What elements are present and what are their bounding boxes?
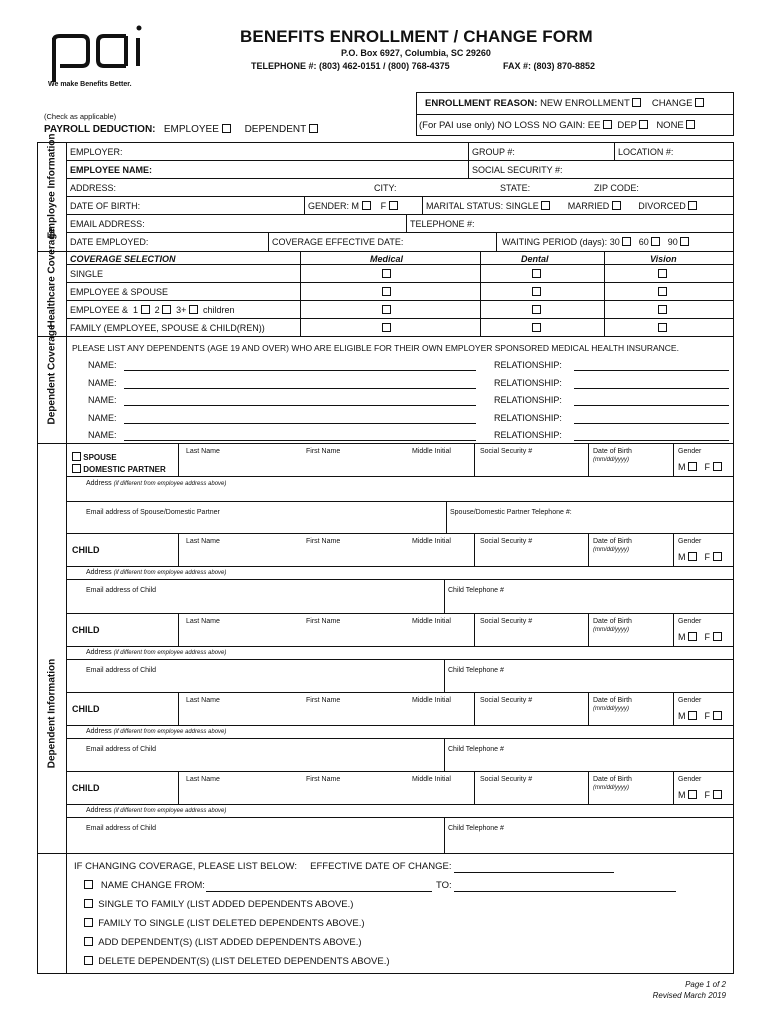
- dep-gender-f-label: F: [704, 711, 711, 721]
- depcov-relationship-label: RELATIONSHIP:: [494, 395, 562, 405]
- cov-spouse-label: EMPLOYEE & SPOUSE: [70, 287, 169, 297]
- child-1-label: 1: [133, 305, 139, 315]
- depcov-relationship-line[interactable]: [574, 388, 729, 389]
- depcov-instruction: PLEASE LIST ANY DEPENDENTS (AGE 19 AND OVER) WHO ARE ELIGIBLE FOR THEIR OWN EMPLOYER SPONSORED MEDICAL HEALTH INSURANCE.: [72, 343, 679, 353]
- family-vision-checkbox[interactable]: [658, 323, 667, 332]
- dep-checkbox[interactable]: [639, 120, 648, 129]
- depcov-relationship-label: RELATIONSHIP:: [494, 430, 562, 440]
- single-medical-checkbox[interactable]: [382, 269, 391, 278]
- depcov-relationship-line[interactable]: [574, 440, 729, 441]
- pai-logo: [48, 24, 158, 90]
- city-label: CITY:: [374, 183, 397, 193]
- dep-dob-format: (mm/dd/yyyy): [593, 706, 629, 712]
- dep-phone-label: Child Telephone #: [448, 667, 504, 674]
- reason-new-label: NEW ENROLLMENT: [540, 98, 630, 109]
- spouse-checkbox[interactable]: [72, 452, 81, 461]
- ee-label: EE: [587, 120, 601, 131]
- dep-address-label: Address: [86, 807, 112, 814]
- name-to-label: TO:: [436, 880, 452, 891]
- spouse-label: SPOUSE: [83, 453, 117, 462]
- employee-info-side-label: Employee Information: [46, 133, 58, 239]
- spouse-block: [66, 444, 733, 534]
- name-from-line[interactable]: [206, 891, 432, 892]
- children-label: children: [202, 305, 235, 315]
- enrollment-reason-box: [416, 92, 734, 136]
- date-employed-label: DATE EMPLOYED:: [70, 237, 149, 247]
- dep-email-label: Email address of Child: [86, 825, 157, 832]
- dep-label: DEP: [617, 120, 637, 131]
- spouse-vision-checkbox[interactable]: [658, 287, 667, 296]
- family-medical-checkbox[interactable]: [382, 323, 391, 332]
- reason-label: ENROLLMENT REASON:: [425, 98, 538, 109]
- last-name-label: Last Name: [186, 618, 220, 625]
- child-block: [66, 693, 733, 772]
- dep-gender-m-checkbox[interactable]: [688, 711, 697, 720]
- changes-effective-label: EFFECTIVE DATE OF CHANGE:: [310, 861, 452, 872]
- dep-gender-f-label: F: [704, 462, 711, 472]
- waiting-60-label: 60: [638, 237, 649, 247]
- last-name-label: Last Name: [186, 538, 220, 545]
- domestic-partner-label: DOMESTIC PARTNER: [83, 465, 166, 474]
- reason-change-label: CHANGE: [651, 98, 693, 109]
- name-to-line[interactable]: [454, 891, 676, 892]
- first-name-label: First Name: [306, 538, 341, 545]
- gender-f-checkbox[interactable]: [389, 201, 398, 210]
- group-label: GROUP #:: [472, 147, 515, 157]
- cov-family-label: FAMILY (EMPLOYEE, SPOUSE & CHILD(REN)): [70, 323, 265, 333]
- dep-gender-label: Gender: [678, 618, 702, 625]
- waiting-30-label: 30: [609, 237, 620, 247]
- depcov-name-line[interactable]: [124, 440, 476, 441]
- delete-dep-checkbox[interactable]: [84, 956, 93, 965]
- dep-dob-format: (mm/dd/yyyy): [593, 785, 629, 791]
- vision-header: Vision: [650, 254, 677, 264]
- waiting-60-checkbox[interactable]: [651, 237, 660, 246]
- cov-single-label: SINGLE: [70, 269, 104, 279]
- dep-gender-m-label: M: [678, 462, 686, 472]
- dependent-coverage-side-label: Dependent Coverage: [46, 324, 58, 425]
- none-checkbox[interactable]: [686, 120, 695, 129]
- child-block: [66, 772, 733, 854]
- child-label: CHILD: [72, 783, 100, 793]
- family-dental-checkbox[interactable]: [532, 323, 541, 332]
- dental-header: Dental: [521, 254, 549, 264]
- waiting-90-label: 90: [667, 237, 678, 247]
- dep-gender-f-label: F: [704, 552, 711, 562]
- dependent-info-side-label: Dependent Information: [46, 658, 58, 769]
- depcov-name-label: NAME:: [88, 430, 117, 440]
- dep-ssn-label: Social Security #: [480, 618, 533, 625]
- dep-gender-f-checkbox[interactable]: [713, 632, 722, 641]
- first-name-label: First Name: [306, 618, 341, 625]
- dep-gender-f-checkbox[interactable]: [713, 790, 722, 799]
- address-label: ADDRESS:: [70, 183, 117, 193]
- dep-ssn-label: Social Security #: [480, 697, 533, 704]
- single-checkbox[interactable]: [541, 201, 550, 210]
- gender-m-checkbox[interactable]: [362, 201, 371, 210]
- single-label: SINGLE: [505, 201, 539, 211]
- dep-address-note: (if different from employee address above): [113, 808, 227, 814]
- depcov-name-line[interactable]: [124, 370, 476, 371]
- form-fax: FAX #: (803) 870-8852: [503, 61, 596, 71]
- dep-gender-f-checkbox[interactable]: [713, 462, 722, 471]
- dep-dob-label: Date of Birth: [593, 538, 632, 545]
- employee-name-label: EMPLOYEE NAME:: [70, 165, 153, 175]
- dep-email-label: Email address of Spouse/Domestic Partner: [86, 509, 220, 516]
- reason-new-checkbox[interactable]: [632, 98, 641, 107]
- dep-address-label: Address: [86, 649, 112, 656]
- dep-address-note: (if different from employee address above): [113, 650, 227, 656]
- depcov-relationship-line[interactable]: [574, 370, 729, 371]
- last-name-label: Last Name: [186, 697, 220, 704]
- child-vision-checkbox[interactable]: [658, 305, 667, 314]
- dep-email-label: Email address of Child: [86, 746, 157, 753]
- dependent-info-section: [38, 444, 733, 854]
- depcov-name-line[interactable]: [124, 405, 476, 406]
- dep-gender-label: Gender: [678, 697, 702, 704]
- dep-phone-label: Spouse/Domestic Partner Telephone #:: [450, 509, 572, 516]
- dep-gender-m-label: M: [678, 711, 686, 721]
- child-block: [66, 614, 733, 693]
- child-3-checkbox[interactable]: [189, 305, 198, 314]
- form-title: BENEFITS ENROLLMENT / CHANGE FORM: [240, 27, 593, 46]
- dep-dob-label: Date of Birth: [593, 618, 632, 625]
- middle-initial-label: Middle Initial: [412, 697, 451, 704]
- payroll-dependent-label: DEPENDENT: [244, 124, 307, 135]
- depcov-name-line[interactable]: [124, 388, 476, 389]
- ssn-label: SOCIAL SECURITY #:: [472, 165, 563, 175]
- dep-phone-label: Child Telephone #: [448, 746, 504, 753]
- s2f-checkbox[interactable]: [84, 899, 93, 908]
- telephone-label: TELEPHONE #:: [410, 219, 475, 229]
- employer-label: EMPLOYER:: [70, 147, 123, 157]
- medical-header: Medical: [370, 254, 404, 264]
- gender-f-label: F: [380, 201, 387, 211]
- waiting-30-checkbox[interactable]: [622, 237, 631, 246]
- domestic-partner-checkbox[interactable]: [72, 464, 81, 473]
- dep-gender-f-label: F: [704, 632, 711, 642]
- dep-gender-f-label: F: [704, 790, 711, 800]
- name-change-checkbox[interactable]: [84, 880, 93, 889]
- dep-dob-label: Date of Birth: [593, 697, 632, 704]
- check-applicable: (Check as applicable): [44, 112, 117, 121]
- married-label: MARRIED: [567, 201, 610, 211]
- dep-dob-format: (mm/dd/yyyy): [593, 627, 629, 633]
- single-vision-checkbox[interactable]: [658, 269, 667, 278]
- dep-dob-format: (mm/dd/yyyy): [593, 547, 629, 553]
- depcov-relationship-line[interactable]: [574, 405, 729, 406]
- waiting-90-checkbox[interactable]: [680, 237, 689, 246]
- child-2-checkbox[interactable]: [162, 305, 171, 314]
- none-label: NONE: [656, 120, 684, 131]
- child-medical-checkbox[interactable]: [382, 305, 391, 314]
- middle-initial-label: Middle Initial: [412, 538, 451, 545]
- child-dental-checkbox[interactable]: [532, 305, 541, 314]
- zip-label: ZIP CODE:: [594, 183, 639, 193]
- first-name-label: First Name: [306, 448, 341, 455]
- healthcare-side-label: Healthcare Coverage: [46, 228, 58, 328]
- waiting-label: WAITING PERIOD (days):: [502, 237, 608, 247]
- form-telephone: TELEPHONE #: (803) 462-0151 / (800) 768-4375: [251, 61, 450, 71]
- depcov-name-label: NAME:: [88, 412, 117, 423]
- dep-gender-m-label: M: [678, 552, 686, 562]
- changes-section: [66, 854, 733, 973]
- dep-address-label: Address: [86, 728, 112, 735]
- middle-initial-label: Middle Initial: [412, 776, 451, 783]
- dep-ssn-label: Social Security #: [480, 538, 533, 545]
- child-label: CHILD: [72, 704, 100, 714]
- dep-gender-m-checkbox[interactable]: [688, 462, 697, 471]
- depcov-relationship-label: RELATIONSHIP:: [494, 377, 562, 388]
- dep-address-label: Address: [86, 569, 112, 576]
- pai-logo-mark: [48, 24, 158, 84]
- child-2-label: 2: [154, 305, 160, 315]
- gender-label: GENDER:: [308, 201, 350, 211]
- single-dental-checkbox[interactable]: [532, 269, 541, 278]
- effective-date-label: COVERAGE EFFECTIVE DATE:: [272, 237, 404, 247]
- name-change-label: NAME CHANGE FROM:: [100, 880, 205, 891]
- first-name-label: First Name: [306, 697, 341, 704]
- effective-date-line[interactable]: [454, 872, 614, 873]
- dep-ssn-label: Social Security #: [480, 776, 533, 783]
- page-number: Page 1 of 2: [685, 980, 726, 989]
- form-address: P.O. Box 6927, Columbia, SC 29260: [341, 48, 491, 58]
- dep-gender-m-checkbox[interactable]: [688, 552, 697, 561]
- payroll-employee-label: EMPLOYEE: [163, 124, 219, 135]
- child-block: [66, 534, 733, 614]
- employee-section: [38, 133, 733, 252]
- depcov-name-line[interactable]: [124, 423, 476, 424]
- marital-label: MARITAL STATUS:: [426, 201, 504, 211]
- ee-checkbox[interactable]: [603, 120, 612, 129]
- dep-address-note: (if different from employee address above): [113, 481, 227, 487]
- dep-gender-label: Gender: [678, 448, 702, 455]
- dep-gender-m-label: M: [678, 632, 686, 642]
- married-checkbox[interactable]: [612, 201, 621, 210]
- depcov-name-label: NAME:: [88, 377, 117, 388]
- dep-gender-m-checkbox[interactable]: [688, 632, 697, 641]
- dep-gender-label: Gender: [678, 776, 702, 783]
- dep-address-note: (if different from employee address above): [113, 570, 227, 576]
- dep-address-label: Address: [86, 480, 112, 487]
- dep-dob-format: (mm/dd/yyyy): [593, 457, 629, 463]
- f2s-label: FAMILY TO SINGLE (LIST DELETED DEPENDENTS ABOVE.): [98, 918, 365, 929]
- depcov-relationship-line[interactable]: [574, 423, 729, 424]
- gender-m-label: M: [351, 201, 360, 211]
- f2s-checkbox[interactable]: [84, 918, 93, 927]
- payroll-employee-checkbox[interactable]: [222, 124, 231, 133]
- middle-initial-label: Middle Initial: [412, 448, 451, 455]
- spouse-medical-checkbox[interactable]: [382, 287, 391, 296]
- dep-phone-label: Child Telephone #: [448, 587, 504, 594]
- first-name-label: First Name: [306, 776, 341, 783]
- dep-gender-f-checkbox[interactable]: [713, 552, 722, 561]
- dob-label: DATE OF BIRTH:: [70, 201, 141, 211]
- last-name-label: Last Name: [186, 448, 220, 455]
- dep-dob-label: Date of Birth: [593, 448, 632, 455]
- child-1-checkbox[interactable]: [141, 305, 150, 314]
- divorced-checkbox[interactable]: [688, 201, 697, 210]
- delete-dep-label: DELETE DEPENDENT(S) (LIST DELETED DEPENDENTS ABOVE.): [98, 956, 390, 967]
- pai-only-label: (For PAI use only) NO LOSS NO GAIN:: [419, 120, 586, 131]
- dep-gender-m-checkbox[interactable]: [688, 790, 697, 799]
- depcov-relationship-label: RELATIONSHIP:: [494, 360, 562, 370]
- form-frame: [37, 133, 734, 974]
- dep-email-label: Email address of Child: [86, 667, 157, 674]
- state-label: STATE:: [500, 183, 531, 193]
- s2f-label: SINGLE TO FAMILY (LIST ADDED DEPENDENTS ABOVE.): [98, 899, 354, 910]
- depcov-name-label: NAME:: [88, 395, 117, 405]
- add-dep-label: ADD DEPENDENT(S) (LIST ADDED DEPENDENTS ABOVE.): [98, 937, 362, 948]
- payroll-dependent-checkbox[interactable]: [309, 124, 318, 133]
- last-name-label: Last Name: [186, 776, 220, 783]
- spouse-dental-checkbox[interactable]: [532, 287, 541, 296]
- location-label: LOCATION #:: [618, 147, 674, 157]
- payroll-label: PAYROLL DEDUCTION:: [44, 124, 156, 135]
- dep-phone-label: Child Telephone #: [448, 825, 504, 832]
- child-label: CHILD: [72, 625, 100, 635]
- depcov-name-label: NAME:: [88, 360, 117, 370]
- middle-initial-label: Middle Initial: [412, 618, 451, 625]
- dep-ssn-label: Social Security #: [480, 448, 533, 455]
- dep-gender-f-checkbox[interactable]: [713, 711, 722, 720]
- cov-emp-child-label: EMPLOYEE &: [70, 305, 129, 315]
- child-3-label: 3+: [176, 305, 187, 315]
- revised-date: Revised March 2019: [652, 991, 726, 1000]
- changes-intro: IF CHANGING COVERAGE, PLEASE LIST BELOW:: [74, 861, 297, 872]
- dep-gender-label: Gender: [678, 538, 702, 545]
- dep-dob-label: Date of Birth: [593, 776, 632, 783]
- reason-change-checkbox[interactable]: [695, 98, 704, 107]
- dep-gender-m-label: M: [678, 790, 686, 800]
- child-label: CHILD: [72, 545, 100, 555]
- email-label: EMAIL ADDRESS:: [70, 219, 145, 229]
- add-dep-checkbox[interactable]: [84, 937, 93, 946]
- dep-email-label: Email address of Child: [86, 587, 157, 594]
- coverage-selection-label: COVERAGE SELECTION: [70, 254, 176, 264]
- divorced-label: DIVORCED: [638, 201, 686, 211]
- logo-tagline: We make Benefits Better.: [48, 81, 132, 88]
- depcov-relationship-label: RELATIONSHIP:: [494, 412, 562, 423]
- dep-address-note: (if different from employee address above): [113, 729, 227, 735]
